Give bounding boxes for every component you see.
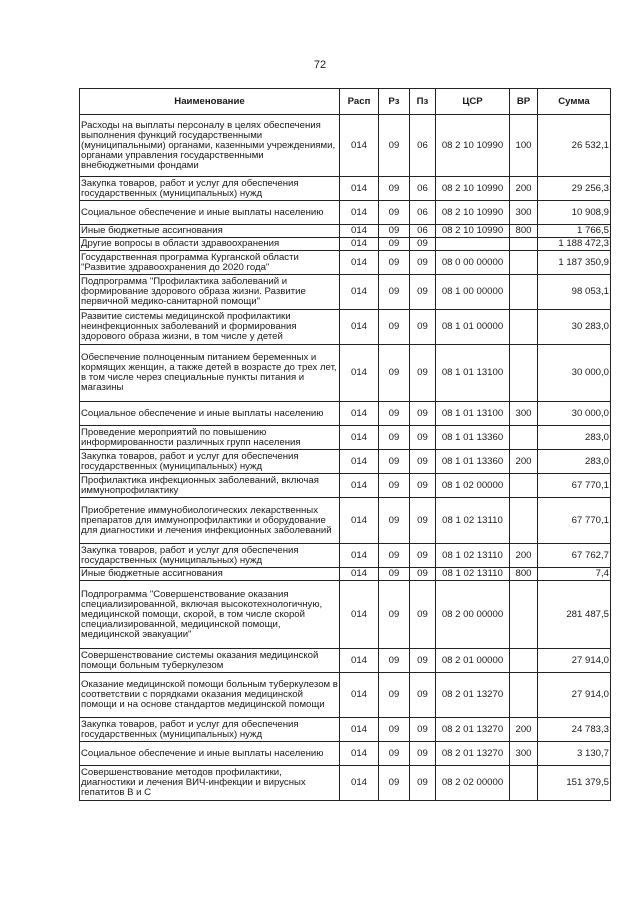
cell-rasp: 014 [340, 766, 379, 801]
table-row [80, 238, 611, 251]
table-row [80, 225, 611, 238]
cell-pz: 09 [410, 426, 436, 450]
cell-rasp: 014 [340, 718, 379, 742]
cell-pz: 06 [410, 177, 436, 201]
cell-rasp: 014 [340, 310, 379, 345]
cell-pz: 09 [410, 498, 436, 544]
cell-pz: 09 [410, 718, 436, 742]
cell-vr: 200 [510, 544, 538, 568]
table-row [80, 251, 611, 275]
cell-pz: 09 [410, 251, 436, 275]
cell-sum: 151 379,5 [538, 766, 611, 801]
cell-sum: 1 188 472,3 [538, 238, 611, 251]
cell-rasp: 014 [340, 498, 379, 544]
cell-name: Социальное обеспечение и иные выплаты населению [80, 201, 340, 225]
cell-rasp: 014 [340, 450, 379, 474]
cell-sum: 67 770,1 [538, 498, 611, 544]
cell-csr: 08 2 10 10990 [436, 115, 510, 177]
cell-rasp: 014 [340, 544, 379, 568]
cell-sum: 27 914,0 [538, 673, 611, 718]
header-rz: Рз [379, 89, 410, 115]
table-row [80, 766, 611, 801]
cell-rz: 09 [379, 474, 410, 498]
cell-rasp: 014 [340, 201, 379, 225]
cell-csr: 08 2 01 13270 [436, 742, 510, 766]
cell-rasp: 014 [340, 345, 379, 402]
cell-csr [436, 238, 510, 251]
cell-sum: 26 532,1 [538, 115, 611, 177]
cell-csr: 08 2 01 13270 [436, 718, 510, 742]
cell-name: Подпрограмма "Совершенствование оказания специализированной, включая высокотехнологичную, медицинской помощи, скорой, в том числе скорой специализированной, медицинской помощи, медицинской эвакуации" [80, 581, 340, 649]
cell-name: Закупка товаров, работ и услуг для обеспечения государственных (муниципальных) нужд [80, 544, 340, 568]
cell-name: Оказание медицинской помощи больным туберкулезом в соответствии с порядками оказания медицинской помощи и на основе стандартов медицинской помощи [80, 673, 340, 718]
cell-sum: 30 283,0 [538, 310, 611, 345]
table-body [80, 115, 611, 801]
table-row [80, 581, 611, 649]
cell-name: Закупка товаров, работ и услуг для обеспечения государственных (муниципальных) нужд [80, 177, 340, 201]
cell-sum: 30 000,0 [538, 402, 611, 426]
cell-rz: 09 [379, 649, 410, 673]
cell-csr: 08 1 01 13100 [436, 402, 510, 426]
cell-rz: 09 [379, 581, 410, 649]
cell-pz: 06 [410, 201, 436, 225]
table-row [80, 474, 611, 498]
cell-csr: 08 1 02 13110 [436, 568, 510, 581]
cell-sum: 24 783,3 [538, 718, 611, 742]
cell-rz: 09 [379, 251, 410, 275]
cell-sum: 67 762,7 [538, 544, 611, 568]
cell-rz: 09 [379, 426, 410, 450]
cell-name: Социальное обеспечение и иные выплаты населению [80, 402, 340, 426]
cell-csr: 08 1 01 13100 [436, 345, 510, 402]
cell-vr: 300 [510, 402, 538, 426]
cell-csr: 08 0 00 00000 [436, 251, 510, 275]
cell-sum: 1 766,5 [538, 225, 611, 238]
cell-vr: 800 [510, 568, 538, 581]
cell-vr [510, 426, 538, 450]
cell-rasp: 014 [340, 275, 379, 310]
cell-rz: 09 [379, 766, 410, 801]
cell-rz: 09 [379, 345, 410, 402]
header-sum: Сумма [538, 89, 611, 115]
cell-sum: 30 000,0 [538, 345, 611, 402]
cell-csr: 08 1 01 00000 [436, 310, 510, 345]
cell-name: Развитие системы медицинской профилактики неинфекционных заболеваний и формирования здорового образа жизни, в том числе у детей [80, 310, 340, 345]
cell-name: Иные бюджетные ассигнования [80, 568, 340, 581]
cell-sum: 283,0 [538, 426, 611, 450]
table-row [80, 115, 611, 177]
cell-rz: 09 [379, 115, 410, 177]
cell-sum: 29 256,3 [538, 177, 611, 201]
cell-pz: 06 [410, 225, 436, 238]
cell-pz: 09 [410, 310, 436, 345]
table-row [80, 345, 611, 402]
cell-rz: 09 [379, 177, 410, 201]
cell-vr: 300 [510, 201, 538, 225]
cell-csr: 08 2 02 00000 [436, 766, 510, 801]
cell-pz: 09 [410, 402, 436, 426]
table-row [80, 718, 611, 742]
cell-vr [510, 238, 538, 251]
header-rasp: Расп [340, 89, 379, 115]
cell-pz: 09 [410, 275, 436, 310]
cell-pz: 09 [410, 742, 436, 766]
table-header-row [80, 89, 611, 115]
cell-vr [510, 345, 538, 402]
cell-csr: 08 2 01 00000 [436, 649, 510, 673]
table-row [80, 742, 611, 766]
cell-rasp: 014 [340, 238, 379, 251]
budget-table [79, 88, 611, 801]
cell-rasp: 014 [340, 581, 379, 649]
table-row [80, 177, 611, 201]
cell-vr [510, 275, 538, 310]
cell-csr: 08 2 10 10990 [436, 177, 510, 201]
cell-rasp: 014 [340, 673, 379, 718]
cell-name: Обеспечение полноценным питанием беременных и кормящих женщин, а также детей в возрасте до трех лет, в том числе через специальные пункты питания и магазины [80, 345, 340, 402]
cell-rz: 09 [379, 544, 410, 568]
cell-pz: 09 [410, 673, 436, 718]
cell-rz: 09 [379, 718, 410, 742]
cell-vr: 200 [510, 450, 538, 474]
cell-name: Подпрограмма "Профилактика заболеваний и формирование здорового образа жизни. Развитие первичной медико-санитарной помощи" [80, 275, 340, 310]
cell-sum: 67 770,1 [538, 474, 611, 498]
cell-name: Государственная программа Курганской области "Развитие здравоохранения до 2020 года" [80, 251, 340, 275]
page-number: 72 [313, 59, 327, 71]
cell-rz: 09 [379, 450, 410, 474]
cell-pz: 09 [410, 474, 436, 498]
cell-sum: 3 130,7 [538, 742, 611, 766]
table-row [80, 649, 611, 673]
cell-name: Социальное обеспечение и иные выплаты населению [80, 742, 340, 766]
cell-csr: 08 1 02 13110 [436, 498, 510, 544]
cell-csr: 08 2 00 00000 [436, 581, 510, 649]
cell-rasp: 014 [340, 115, 379, 177]
cell-vr: 200 [510, 177, 538, 201]
cell-name: Совершенствование методов профилактики, диагностики и лечения ВИЧ-инфекции и вирусных гепатитов В и С [80, 766, 340, 801]
cell-vr [510, 581, 538, 649]
table-row [80, 450, 611, 474]
cell-name: Закупка товаров, работ и услуг для обеспечения государственных (муниципальных) нужд [80, 450, 340, 474]
cell-pz: 09 [410, 544, 436, 568]
cell-rasp: 014 [340, 402, 379, 426]
cell-vr [510, 766, 538, 801]
cell-csr: 08 2 01 13270 [436, 673, 510, 718]
cell-name: Расходы на выплаты персоналу в целях обеспечения выполнения функций государственными (муниципальными) органами, казенными учреждениями, органами управления государственными внебюджетными фондами [80, 115, 340, 177]
table-row [80, 426, 611, 450]
table-row [80, 673, 611, 718]
cell-rasp: 014 [340, 742, 379, 766]
cell-pz: 09 [410, 450, 436, 474]
cell-name: Профилактика инфекционных заболеваний, включая иммунопрофилактику [80, 474, 340, 498]
cell-csr: 08 1 02 00000 [436, 474, 510, 498]
cell-rz: 09 [379, 310, 410, 345]
table-row [80, 568, 611, 581]
cell-vr [510, 474, 538, 498]
cell-csr: 08 2 10 10990 [436, 201, 510, 225]
cell-rasp: 014 [340, 225, 379, 238]
cell-name: Другие вопросы в области здравоохранения [80, 238, 340, 251]
cell-rz: 09 [379, 225, 410, 238]
cell-vr: 200 [510, 718, 538, 742]
cell-vr [510, 498, 538, 544]
table-row [80, 402, 611, 426]
cell-sum: 281 487,5 [538, 581, 611, 649]
cell-csr: 08 1 01 13360 [436, 426, 510, 450]
cell-csr: 08 1 01 13360 [436, 450, 510, 474]
cell-rz: 09 [379, 568, 410, 581]
cell-pz: 09 [410, 568, 436, 581]
cell-pz: 09 [410, 581, 436, 649]
cell-pz: 09 [410, 766, 436, 801]
cell-rz: 09 [379, 201, 410, 225]
cell-rz: 09 [379, 275, 410, 310]
cell-rasp: 014 [340, 474, 379, 498]
cell-rz: 09 [379, 238, 410, 251]
cell-csr: 08 2 10 10990 [436, 225, 510, 238]
cell-vr [510, 649, 538, 673]
cell-name: Приобретение иммунобиологических лекарственных препаратов для иммунопрофилактики и оборудование для диагностики и лечения инфекционных заболеваний [80, 498, 340, 544]
cell-name: Проведение мероприятий по повышению информированности различных групп населения [80, 426, 340, 450]
cell-rasp: 014 [340, 251, 379, 275]
cell-pz: 06 [410, 115, 436, 177]
header-vr: ВР [510, 89, 538, 115]
cell-sum: 10 908,9 [538, 201, 611, 225]
cell-rasp: 014 [340, 568, 379, 581]
header-pz: Пз [410, 89, 436, 115]
table-row [80, 275, 611, 310]
cell-pz: 09 [410, 649, 436, 673]
cell-rasp: 014 [340, 649, 379, 673]
cell-name: Совершенствование системы оказания медицинской помощи больным туберкулезом [80, 649, 340, 673]
cell-vr: 800 [510, 225, 538, 238]
cell-rasp: 014 [340, 426, 379, 450]
cell-rz: 09 [379, 402, 410, 426]
cell-sum: 27 914,0 [538, 649, 611, 673]
cell-pz: 09 [410, 238, 436, 251]
cell-vr: 300 [510, 742, 538, 766]
cell-rz: 09 [379, 673, 410, 718]
header-csr: ЦСР [436, 89, 510, 115]
table-row [80, 310, 611, 345]
header-name: Наименование [80, 89, 340, 115]
cell-sum: 98 053,1 [538, 275, 611, 310]
cell-sum: 7,4 [538, 568, 611, 581]
cell-csr: 08 1 00 00000 [436, 275, 510, 310]
table-row [80, 201, 611, 225]
cell-rz: 09 [379, 742, 410, 766]
cell-pz: 09 [410, 345, 436, 402]
cell-vr: 100 [510, 115, 538, 177]
cell-rz: 09 [379, 498, 410, 544]
cell-sum: 283,0 [538, 450, 611, 474]
cell-vr [510, 673, 538, 718]
cell-name: Закупка товаров, работ и услуг для обеспечения государственных (муниципальных) нужд [80, 718, 340, 742]
cell-sum: 1 187 350,9 [538, 251, 611, 275]
cell-vr [510, 251, 538, 275]
table-row [80, 544, 611, 568]
cell-rasp: 014 [340, 177, 379, 201]
cell-name: Иные бюджетные ассигнования [80, 225, 340, 238]
cell-csr: 08 1 02 13110 [436, 544, 510, 568]
cell-vr [510, 310, 538, 345]
table-row [80, 498, 611, 544]
